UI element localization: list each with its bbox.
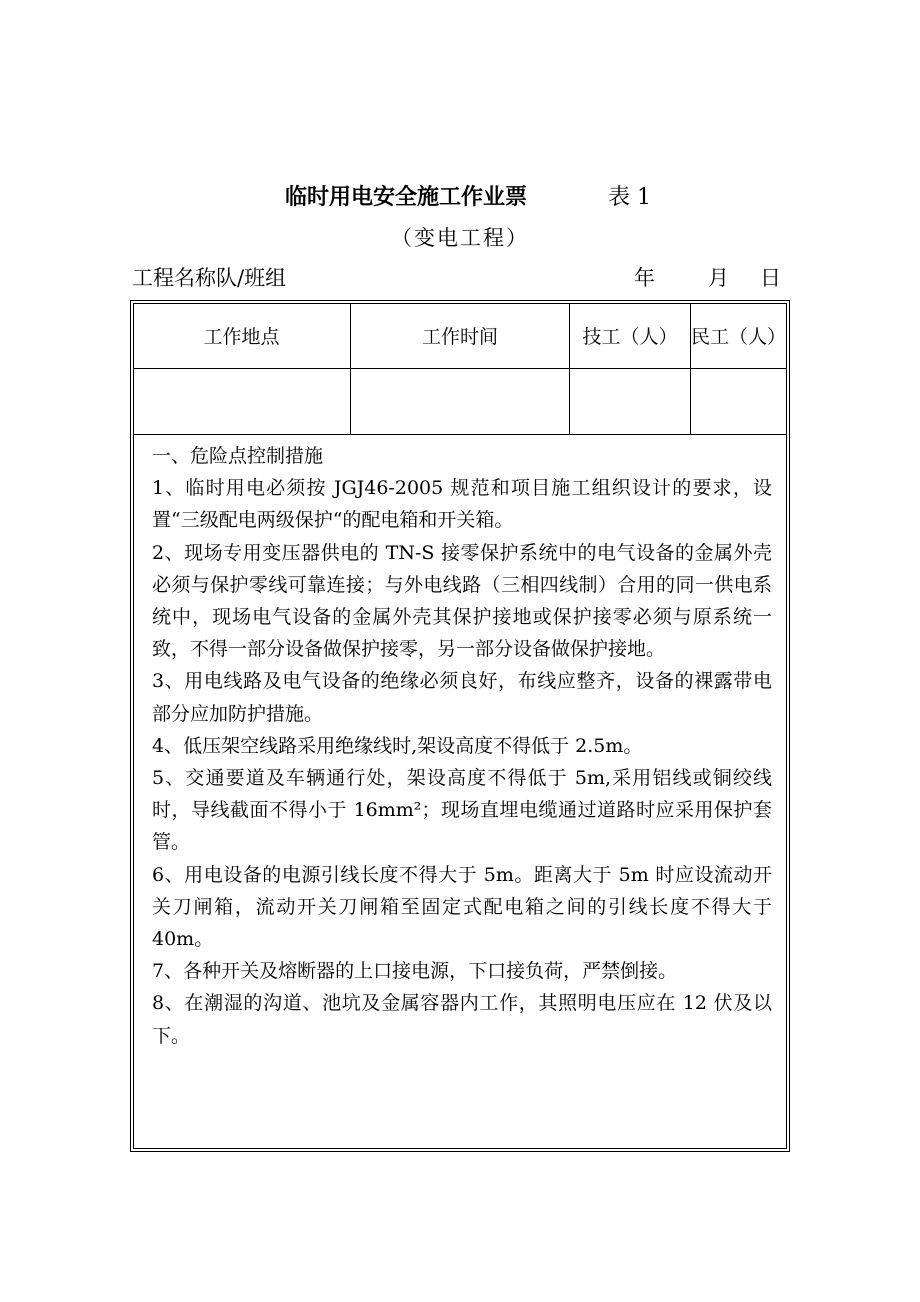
date-year-label: 年 xyxy=(634,266,655,290)
hazard-control-measures xyxy=(152,440,772,1052)
header-work-time: 工作时间 xyxy=(421,326,498,348)
measures-heading: 一、危险点控制措施 xyxy=(152,445,324,467)
value-laborers[interactable] xyxy=(691,369,787,434)
value-technicians[interactable] xyxy=(570,369,690,434)
date-month-label: 月 xyxy=(708,266,729,290)
measure-item-2: 2、现场专用变压器供电的 TN-S 接零保护系统中的电气设备的金属外壳必须与保护零线可靠连接；与外电线路（三相四线制）合用的同一供电系统中，现场电气设备的金属外壳其保护接地或保护接零必须与原系统一致，不得一部分设备做保护接零，另一部分设备做保护接地。 xyxy=(152,541,772,661)
project-team-label: 工程名称队/班组 xyxy=(132,266,287,290)
measure-item-6: 6、用电设备的电源引线长度不得大于 5m。距离大于 5m 时应设流动开关刀闸箱，流动开关刀闸箱至固定式配电箱之间的引线长度不得大于 40m。 xyxy=(152,863,772,951)
measure-item-5: 5、交通要道及车辆通行处，架设高度不得低于 5m,采用铝线或铜绞线时，导线截面不得小于 16mm²；现场直埋电缆通过道路时应采用保护套管。 xyxy=(152,767,772,854)
header-laborers: 民工（人） xyxy=(691,326,787,348)
title-row xyxy=(0,180,920,216)
measure-item-7: 7、各种开关及熔断器的上口接电源，下口接负荷，严禁倒接。 xyxy=(152,960,678,983)
measure-item-4: 4、低压架空线路采用绝缘线时,架设高度不得低于 2.5m。 xyxy=(152,734,643,757)
table-number-label: 表 1 xyxy=(608,185,651,210)
header-technicians: 技工（人） xyxy=(582,326,678,348)
measure-item-8: 8、在潮湿的沟道、池坑及金属容器内工作，其照明电压应在 12 伏及以下。 xyxy=(152,992,772,1047)
value-row-divider xyxy=(133,434,787,435)
page-subtitle: （变电工程） xyxy=(391,226,529,250)
measure-item-1: 1、临时用电必须按 JGJ46-2005 规范和项目施工组织设计的要求，设置“三级配电两级保护“的配电箱和开关箱。 xyxy=(152,477,772,532)
page-title: 临时用电安全施工作业票 xyxy=(285,185,528,210)
header-work-location: 工作地点 xyxy=(203,326,280,348)
measure-item-3: 3、用电线路及电气设备的绝缘必须良好，布线应整齐，设备的裸露带电部分应加防护措施。 xyxy=(152,670,772,725)
value-work-time[interactable] xyxy=(351,369,569,434)
value-work-location[interactable] xyxy=(133,369,350,434)
date-day-label: 日 xyxy=(760,266,781,290)
